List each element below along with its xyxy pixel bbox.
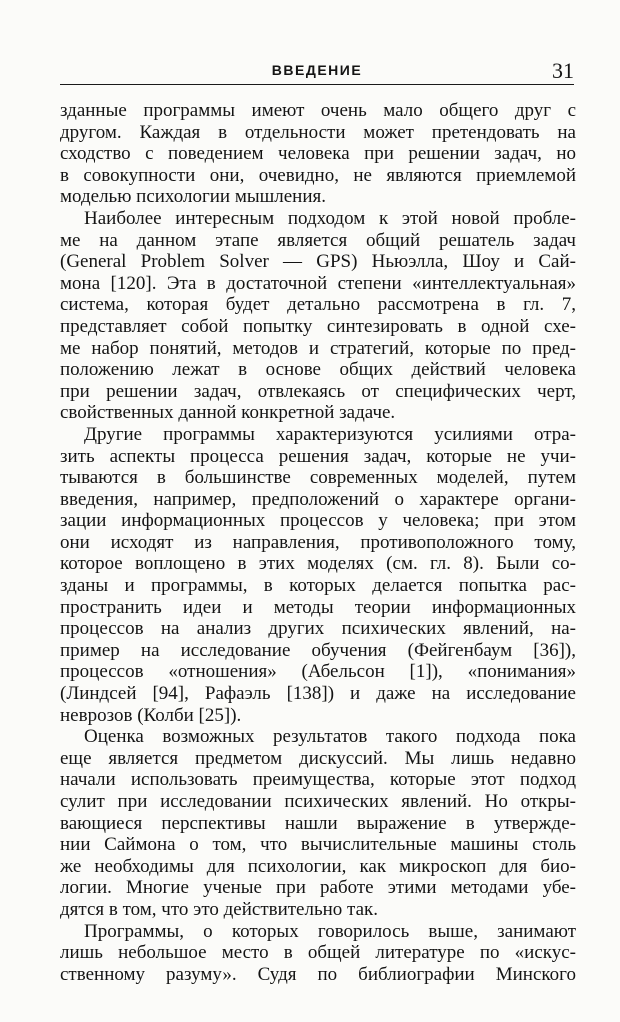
text-line: ме на данном этапе является общий решатель задач	[60, 229, 576, 251]
text-line: неврозов (Колби [25]).	[60, 704, 242, 726]
text-line: которое воплощено в этих моделях (см. гл. 8). Были со-	[60, 553, 576, 575]
text-line: зданные программы имеют очень мало общего друг с	[60, 100, 576, 121]
body-text	[60, 100, 576, 985]
text-line: дятся в том, что это действительно так.	[60, 898, 379, 920]
running-head	[60, 60, 574, 86]
text-line: другом. Каждая в отдельности может претендовать на	[60, 121, 576, 143]
text-line: свойственных данной конкретной задаче.	[60, 402, 396, 424]
text-line: Оценка возможных результатов такого подхода пока	[84, 726, 576, 748]
text-line: (Линдсей [94], Рафаэль [138]) и даже на исследование	[60, 683, 576, 705]
text-line: сулит при исследовании психических явлений. Но откры-	[60, 791, 576, 812]
text-line: зации информационных процессов у человека; при этом	[60, 510, 576, 532]
text-line: введения, например, предположений о характере органи-	[60, 488, 576, 510]
text-line: они исходят из направления, противоположного тому,	[60, 531, 576, 553]
text-line: пример на исследование обучения (Фейгенбаум [36]),	[60, 639, 576, 661]
text-line: ственному разуму». Судя по библиографии Минского	[60, 963, 576, 985]
text-line: начали использовать преимущества, которые этот подход	[60, 769, 576, 791]
text-line: Наиболее интересным подходом к этой новой пробле-	[84, 207, 576, 229]
text-line: процессов «отношения» (Абельсон [1]), «понимания»	[60, 661, 576, 683]
text-line: пространить идеи и методы теории информационных	[60, 596, 576, 618]
text-line: зданы и программы, в которых делается попытка рас-	[60, 575, 576, 597]
text-line: ме набор понятий, методов и стратегий, которые по пред-	[60, 337, 576, 359]
text-line: еще является предметом дискуссий. Мы лишь недавно	[60, 747, 576, 769]
paragraph	[60, 100, 576, 208]
text-line: процессов на анализ других психических явлений, на-	[60, 618, 576, 640]
page-number: 31	[552, 58, 574, 83]
text-line: Программы, о которых говорилось выше, занимают	[84, 920, 576, 942]
text-line: представляет собой попытку синтезировать в одной схе-	[60, 315, 576, 337]
text-line: логии. Многие ученые при работе этими методами убе-	[60, 877, 576, 899]
header-rule	[60, 84, 574, 85]
text-line: (General Problem Solver — GPS) Ньюэлла, Шоу и Сай-	[60, 251, 576, 273]
text-line: система, которая будет детально рассмотрена в гл. 7,	[60, 294, 576, 316]
text-line: мона [120]. Эта в достаточной степени «интеллектуальная»	[60, 272, 576, 294]
paragraph	[60, 726, 576, 920]
paragraph	[60, 208, 576, 424]
text-line: нии Саймона о том, что вычислительные машины столь	[60, 834, 576, 856]
text-line: же необходимы для психологии, как микроскоп для био-	[60, 855, 576, 877]
text-line: зить аспекты процесса решения задач, которые не учи-	[60, 445, 576, 467]
paragraph	[60, 424, 576, 726]
paragraph	[60, 921, 576, 986]
text-line: вающиеся перспективы нашли выражение в утвержде-	[60, 812, 576, 834]
text-line: моделью психологии мышления.	[60, 186, 326, 208]
text-line: тываются в большинстве современных моделей, путем	[60, 467, 576, 489]
text-line: сходство с поведением человека при решении задач, но	[60, 143, 576, 165]
text-line: Другие программы характеризуются усилиями отра-	[84, 423, 576, 445]
text-line: при решении задач, отвлекаясь от специфических черт,	[60, 380, 576, 402]
text-line: лишь небольшое место в общей литературе по «искус-	[60, 942, 576, 964]
text-line: положению лежат в основе общих действий человека	[60, 359, 576, 381]
chapter-title: ВВЕДЕНИЕ	[271, 62, 363, 78]
text-line: в совокупности они, очевидно, не являются приемлемой	[60, 164, 576, 186]
